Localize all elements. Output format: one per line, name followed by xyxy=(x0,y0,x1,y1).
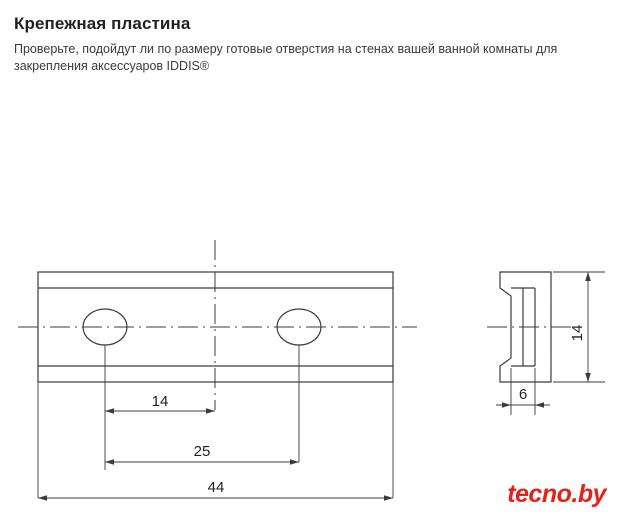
dim-label-25: 25 xyxy=(193,443,211,460)
dim-label-side-6: 6 xyxy=(518,386,528,403)
front-view xyxy=(18,240,417,410)
arrow-25-right xyxy=(290,459,299,465)
arrow-44-left xyxy=(38,495,47,501)
dim-label-44: 44 xyxy=(207,479,225,496)
arrow-w6-left xyxy=(502,402,511,408)
arrow-14-right xyxy=(206,408,215,414)
page-title: Крепежная пластина xyxy=(14,14,191,33)
side-view xyxy=(487,272,575,382)
arrow-44-right xyxy=(384,495,393,501)
arrow-25-left xyxy=(105,459,114,465)
arrow-w6-right xyxy=(535,402,544,408)
arrow-h14-top xyxy=(585,272,591,281)
arrow-14-left xyxy=(105,408,114,414)
tecno-by-logo[interactable] xyxy=(507,480,606,508)
logo-text: tecno.by xyxy=(507,480,606,508)
dim-label-side-14: 14 xyxy=(569,324,586,342)
arrow-h14-bottom xyxy=(585,373,591,382)
dim-label-14: 14 xyxy=(151,393,169,410)
page-subtitle: Проверьте, подойдут ли по размеру готовые отверстия на стенах вашей ванной комнаты для закрепления аксессуаров IDDIS® xyxy=(14,42,558,73)
